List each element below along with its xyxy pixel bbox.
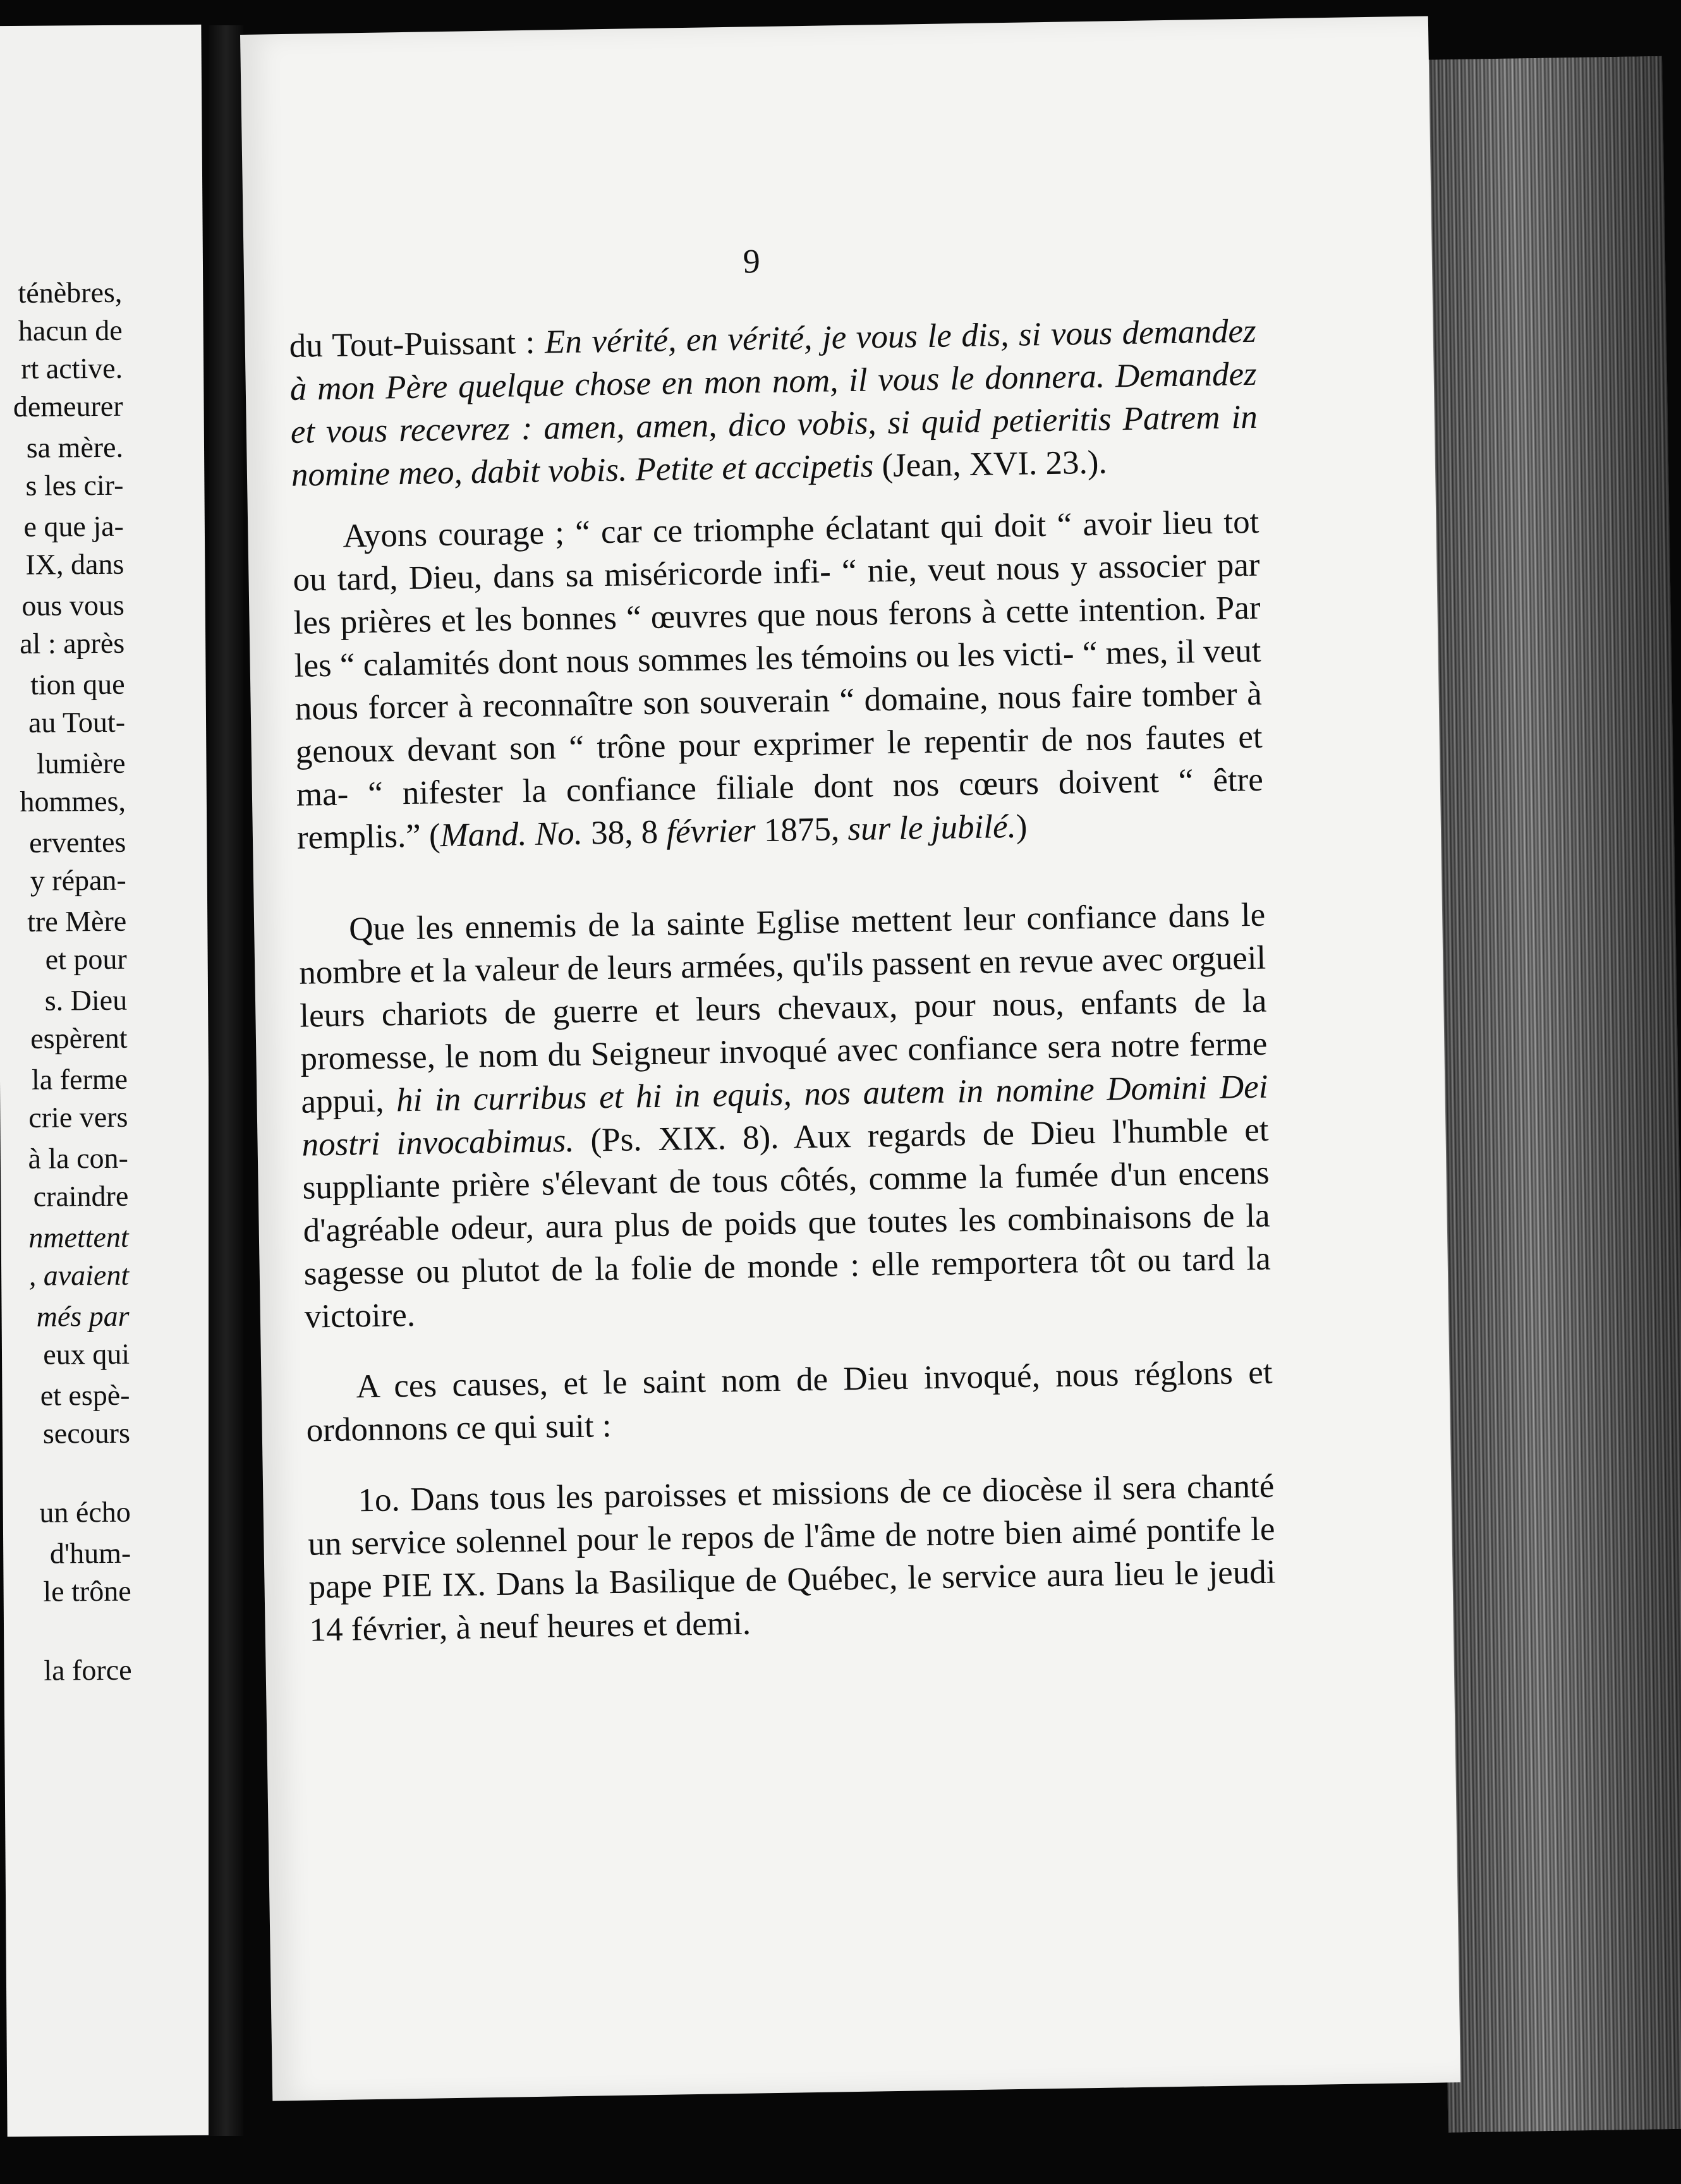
left-page-line: IX, dans: [25, 547, 124, 581]
left-page-line: eux qui: [43, 1337, 130, 1371]
left-page-line: sa mère.: [26, 430, 124, 464]
left-page-line: més par: [36, 1299, 130, 1333]
left-page-line: craindre: [33, 1179, 129, 1213]
paragraph-5: 1o. Dans tous les paroisses et missions de ce diocèse il sera chanté un service solennel pour le repos de l'âme de notre bien aimé pontife le pape PIE IX. Dans la Basilique de Québec, le service aura lieu le jeudi 14 février, à neuf heures et demi.: [308, 1467, 1276, 1649]
left-page-line: hommes,: [20, 784, 126, 818]
left-page-line: ténèbres,: [18, 276, 123, 309]
left-page-line: la force: [44, 1653, 132, 1687]
left-page-line: lumière: [36, 746, 126, 780]
left-page-line: le trône: [43, 1574, 131, 1608]
paragraph-2: Ayons courage ; “ car ce triomphe éclatant qui doit “ avoir lieu tot ou tard, Dieu, dans sa miséricorde infi- “ nie, veut nous y associer par les prières et les bonnes “ œuvres que nous ferons à cette intention. Par les “ calamités dont nous sommes les témoins ou les victi- “ mes, il veut nous forcer à reconnaître son souverain “ domaine, nous faire tomber à genoux devant son “ trône pour exprimer le repentir de nos fautes et ma- “ nifester la confiance filiale dont nos cœurs doivent “ être remplis.” (Mand. No. 38, 8 février 1875, sur le jubilé.): [293, 503, 1264, 856]
left-page-line: erventes: [28, 825, 126, 859]
left-page-line: la ferme: [31, 1062, 128, 1096]
left-page-line: e que ja-: [23, 509, 124, 543]
left-page-line: au Tout-: [28, 705, 126, 739]
left-page-line: crie vers: [28, 1100, 128, 1134]
right-page: [240, 16, 1460, 2101]
left-page-line: y répan-: [30, 863, 126, 897]
left-page-line: et pour: [45, 942, 127, 976]
left-page-line: demeurer: [13, 389, 123, 423]
left-page-line: tion que: [30, 667, 125, 701]
left-page-line: rt active.: [21, 351, 123, 385]
left-page-line: espèrent: [30, 1021, 128, 1055]
left-page: [0, 25, 216, 2137]
book-gutter: [209, 25, 243, 2136]
left-page-line: ous vous: [21, 588, 124, 622]
left-page-line: un écho: [39, 1495, 131, 1529]
left-page-line: à la con-: [28, 1141, 129, 1175]
left-page-line: secours: [42, 1416, 131, 1450]
left-page-line: et espè-: [40, 1378, 130, 1412]
left-page-line: s les cir-: [25, 468, 124, 502]
left-page-line: s. Dieu: [44, 983, 128, 1017]
left-page-line: hacun de: [18, 313, 123, 347]
left-page-line: , avaient: [28, 1258, 130, 1292]
page-number: 9: [743, 242, 761, 281]
paragraph-1: du Tout-Puissant : En vérité, en vérité, je vous le dis, si vous demandez à mon Père quelque chose en mon nom, il vous le donnera. Demandez et vous recevrez : amen, amen, dico vobis, si quid petieritis Patrem in nomine meo, dabit vobis. Petite et accipetis (Jean, XVI. 23.).: [289, 312, 1258, 494]
paragraph-4: A ces causes, et le saint nom de Dieu invoqué, nous réglons et ordonnons ce qui suit :: [306, 1354, 1273, 1449]
body-text: [289, 310, 1277, 1652]
left-page-line: al : après: [19, 626, 125, 660]
left-page-line: tre Mère: [27, 904, 127, 938]
paragraph-3: Que les ennemis de la sainte Eglise mettent leur confiance dans le nombre et la valeur de leurs armées, qu'ils passent en revue avec orgueil leurs chariots de guerre et leurs chevaux, pour nous, enfants de la promesse, le nom du Seigneur invoqué avec confiance sera notre ferme appui, hi in curribus et hi in equis, nos autem in nomine Domini Dei nostri invocabimus. (Ps. XIX. 8). Aux regards de Dieu l'humble et suppliante prière s'élevant de tous côtés, comme la fumée d'un encens d'agréable odeur, aura plus de poids que toutes les combinaisons de la sagesse ou plutot de la folie de monde : elle remportera tôt ou tard la victoire.: [298, 896, 1271, 1335]
left-page-line: nmettent: [28, 1220, 129, 1254]
left-page-line: d'hum-: [49, 1536, 131, 1570]
